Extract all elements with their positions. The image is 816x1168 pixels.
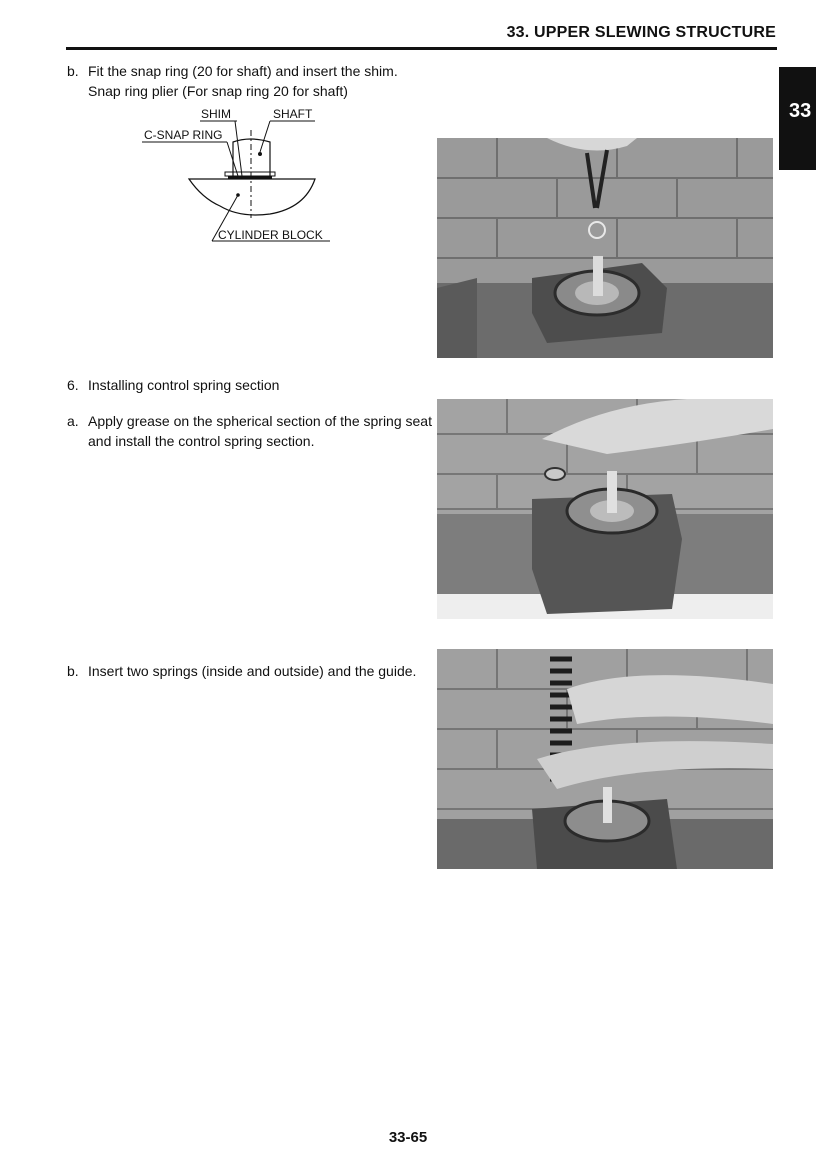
diagram-label-snap-ring: C-SNAP RING [144, 128, 223, 142]
diagram-label-cylinder-block: CYLINDER BLOCK [218, 228, 323, 242]
step-text-line: Apply grease on the spherical section of the spring seat [88, 413, 432, 429]
step-text-line: Installing control spring section [88, 377, 280, 393]
page-number: 33-65 [388, 1129, 428, 1146]
diagram-label-shaft: SHAFT [273, 107, 313, 121]
photo-snap-ring-installation [437, 138, 773, 358]
diagram-label-shim: SHIM [201, 107, 231, 121]
step-label: a. [67, 413, 79, 429]
step-text-line: Snap ring plier (For snap ring 20 for shaft) [88, 83, 348, 99]
snap-ring-diagram [120, 100, 350, 250]
step-text-line: and install the control spring section. [88, 433, 315, 449]
chapter-tab-number: 33 [789, 100, 812, 122]
header-rule [66, 47, 777, 50]
step-label: 6. [67, 377, 79, 393]
step-text-line: Fit the snap ring (20 for shaft) and insert the shim. [88, 63, 398, 79]
photo-springs-installation [437, 649, 773, 869]
step-label: b. [67, 63, 79, 79]
photo-spring-seat-installation [437, 399, 773, 619]
chapter-tab [779, 67, 816, 170]
page-header-title: 33. UPPER SLEWING STRUCTURE [506, 24, 776, 41]
step-text-line: Insert two springs (inside and outside) and the guide. [88, 663, 417, 679]
step-label: b. [67, 663, 79, 679]
